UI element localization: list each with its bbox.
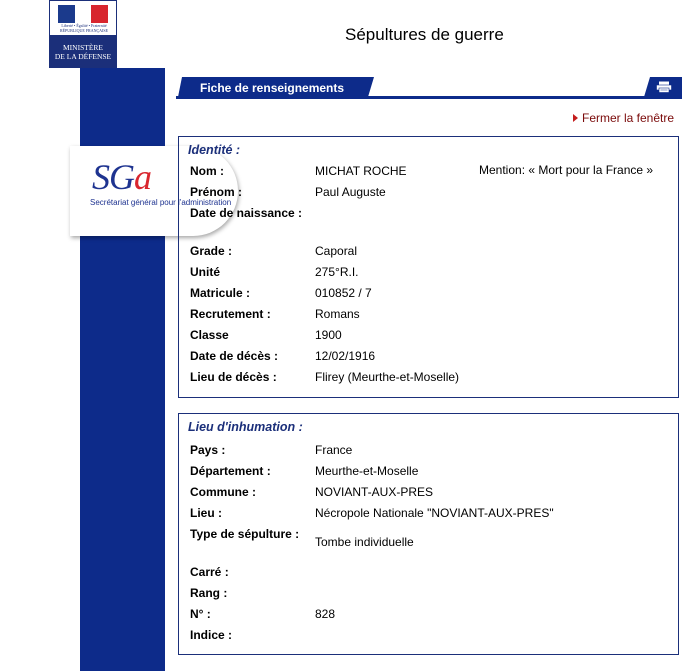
republic-name: RÉPUBLIQUE FRANÇAISE bbox=[59, 28, 109, 33]
field-label: Type de sépulture : bbox=[190, 527, 300, 541]
field-label: Date de naissance : bbox=[190, 206, 303, 220]
field-value: 12/02/1916 bbox=[315, 349, 376, 363]
field-value: Flirey (Meurthe-et-Moselle) bbox=[315, 370, 460, 384]
identity-panel bbox=[178, 136, 679, 398]
field-label: Lieu de décès : bbox=[190, 370, 277, 384]
field-value: 275°R.I. bbox=[315, 265, 359, 279]
burial-panel bbox=[178, 413, 679, 655]
mention-text: Mention: « Mort pour la France » bbox=[479, 163, 654, 177]
field-value: Nécropole Nationale "NOVIANT-AUX-PRES" bbox=[315, 506, 554, 520]
tab-label[interactable]: Fiche de renseignements bbox=[200, 81, 345, 95]
field-value: 1900 bbox=[315, 328, 342, 342]
field-label: Lieu : bbox=[190, 506, 222, 520]
field-value: France bbox=[315, 443, 353, 457]
tab-bar bbox=[176, 77, 682, 99]
sga-logo-main: SG bbox=[92, 157, 134, 197]
republic-motto: Liberté • Égalité • Fraternité bbox=[61, 23, 107, 28]
field-label: N° : bbox=[190, 607, 211, 621]
french-flag-icon bbox=[58, 5, 108, 23]
field-label: Prénom : bbox=[190, 185, 243, 199]
field-value: NOVIANT-AUX-PRES bbox=[315, 485, 434, 499]
field-label: Département : bbox=[190, 464, 271, 478]
field-value: Meurthe-et-Moselle bbox=[315, 464, 419, 478]
field-value: Romans bbox=[315, 307, 360, 321]
field-label: Unité bbox=[190, 265, 220, 279]
triangle-right-icon bbox=[573, 114, 578, 122]
field-label: Carré : bbox=[190, 565, 229, 579]
identity-panel-title: Identité : bbox=[188, 143, 241, 157]
printer-icon[interactable] bbox=[656, 81, 672, 93]
field-value: Paul Auguste bbox=[315, 185, 386, 199]
ministry-name bbox=[50, 35, 116, 68]
field-label: Rang : bbox=[190, 586, 228, 600]
field-label: Date de décès : bbox=[190, 349, 279, 363]
field-value: 010852 / 7 bbox=[315, 286, 372, 300]
field-label: Grade : bbox=[190, 244, 233, 258]
close-window-label[interactable]: Fermer la fenêtre bbox=[582, 111, 675, 125]
print-button[interactable] bbox=[644, 77, 682, 97]
ministry-name-line1: MINISTÈRE bbox=[63, 43, 103, 52]
field-label: Nom : bbox=[190, 164, 224, 178]
field-value: Tombe individuelle bbox=[315, 535, 414, 549]
field-label: Indice : bbox=[190, 628, 233, 642]
close-window-link[interactable] bbox=[573, 111, 674, 125]
burial-panel-title: Lieu d'inhumation : bbox=[188, 420, 303, 434]
field-value: MICHAT ROCHE bbox=[315, 164, 407, 178]
sga-subtitle: Secrétariat général pour l'administration bbox=[90, 198, 232, 207]
field-value: 828 bbox=[315, 607, 336, 621]
sga-logo-accent: a bbox=[134, 157, 151, 197]
field-label: Recrutement : bbox=[190, 307, 271, 321]
field-label: Matricule : bbox=[190, 286, 251, 300]
field-label: Classe bbox=[190, 328, 229, 342]
field-label: Commune : bbox=[190, 485, 256, 499]
page-title: Sépultures de guerre bbox=[345, 25, 504, 44]
field-value: Caporal bbox=[315, 244, 358, 258]
field-label: Pays : bbox=[190, 443, 226, 457]
ministry-name-line2: DE LA DÉFENSE bbox=[54, 52, 112, 61]
ministry-logo bbox=[49, 0, 117, 68]
